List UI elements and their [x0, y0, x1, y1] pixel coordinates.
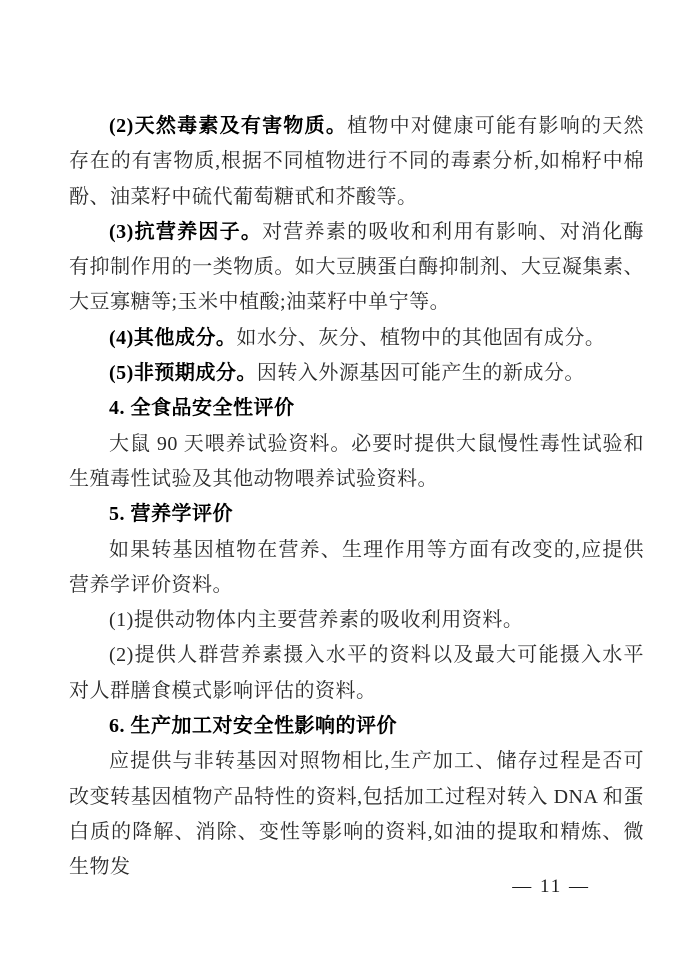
paragraph-text: 如果转基因植物在营养、生理作用等方面有改变的,应提供营养学评价资料。 [69, 538, 644, 596]
paragraph-text: (2)提供人群营养素摄入水平的资料以及最大可能摄入水平对人群膳食模式影响评估的资料。 [69, 644, 644, 702]
text-paragraph [69, 603, 644, 638]
text-paragraph [69, 744, 644, 885]
paragraph-text: 因转入外源基因可能产生的新成分。 [256, 362, 585, 385]
text-paragraph [69, 109, 644, 215]
paragraph-text: 对营养素的吸收和利用有影响、对消化酶有抑制作用的一类物质。如大豆胰蛋白酶抑制剂、大豆凝集素、大豆寡糖等;玉米中植酸;油菜籽中单宁等。 [69, 220, 644, 314]
paragraph-lead: (2)天然毒素及有害物质。 [109, 115, 348, 137]
paragraph-text: 植物中对健康可能有影响的天然存在的有害物质,根据不同植物进行不同的毒素分析,如棉籽中棉酚、油菜籽中硫代葡萄糖甙和芥酸等。 [69, 115, 644, 208]
heading-text: 6. 生产加工对安全性影响的评价 [109, 715, 397, 738]
paragraph-lead: (5)非预期成分。 [109, 362, 257, 385]
text-paragraph [69, 638, 644, 709]
page-number: — 11 — [512, 876, 590, 897]
paragraph-text: 应提供与非转基因对照物相比,生产加工、储存过程是否可改变转基因植物产品特性的资料,包括加工过程对转入 DNA 和蛋白质的降解、消除、变性等影响的资料,如油的提取和精炼、微生物发 [69, 750, 644, 879]
section-heading [69, 391, 644, 426]
heading-text: 5. 营养学评价 [109, 503, 233, 526]
section-heading [69, 497, 644, 532]
paragraph-lead: (3)抗营养因子。 [109, 220, 263, 243]
document-body [69, 109, 644, 886]
text-paragraph [69, 427, 644, 498]
text-paragraph [69, 321, 644, 356]
section-heading [69, 709, 644, 744]
paragraph-text: 如水分、灰分、植物中的其他固有成分。 [236, 326, 606, 349]
text-paragraph [69, 356, 644, 391]
heading-text: 4. 全食品安全性评价 [109, 397, 295, 420]
paragraph-text: (1)提供动物体内主要营养素的吸收利用资料。 [109, 609, 524, 632]
text-paragraph [69, 215, 644, 321]
text-paragraph [69, 533, 644, 604]
paragraph-text: 大鼠 90 天喂养试验资料。必要时提供大鼠慢性毒性试验和生殖毒性试验及其他动物喂养试验资料。 [69, 432, 644, 490]
paragraph-lead: (4)其他成分。 [109, 326, 237, 349]
